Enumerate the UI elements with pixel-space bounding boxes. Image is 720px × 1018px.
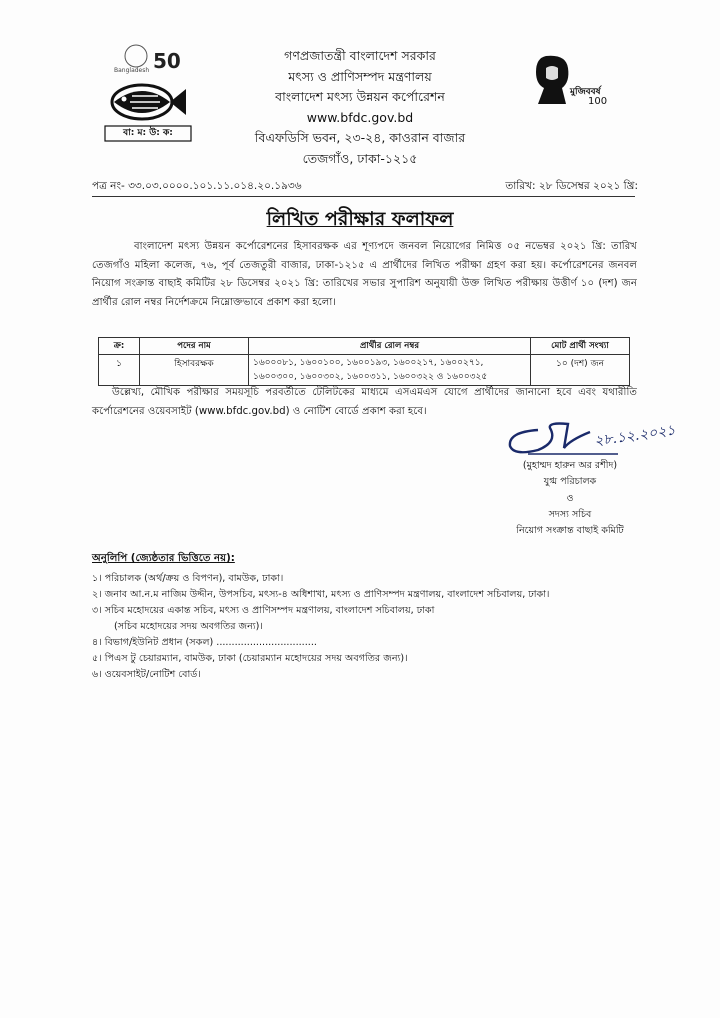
signatory-role: সদস্য সচিব [548,508,592,520]
header-line-city: তেজগাঁও, ঢাকা-১২১৫ [302,150,418,166]
signatory-committee: নিয়োগ সংক্রান্ত বাছাই কমিটি [516,525,624,537]
cell-serial: ১ [99,355,140,386]
signature-block [480,458,660,539]
bfdc-logo [100,42,195,144]
cell-total: ১০ (দশ) জন [531,355,630,386]
mujib-100-text: 100 [588,96,608,107]
list-item: ৬। ওয়েবসাইট/নোটিশ বোর্ড। [92,669,201,680]
header-line-govt: গণপ্রজাতন্ত্রী বাংলাদেশ সরকার [284,48,436,63]
list-item: ৫। পিএস টু চেয়ারম্যান, বামউক, ঢাকা (চেয়ারম্যান মহোদয়ের সদয় অবগতির জন্য)। [92,653,408,664]
cell-post: হিসাবরক্ষক [140,355,249,386]
logo-mark-text: Bangladesh [114,67,150,74]
signature-date: ২৮.১২.২০২১ [593,422,677,450]
memo-number: পত্র নং- ৩৩.০৩.০০০০.১০১.১১.০১৪.২০.১৯৩৬ [92,180,302,192]
document-title: লিখিত পরীক্ষার ফলাফল [266,208,454,230]
mujib-100-logo [528,48,608,108]
table-row [99,355,630,386]
cc-title: অনুলিপি (জ্যেষ্ঠতার ভিত্তিতে নয়): [92,553,235,564]
mujib-text: মুজিববর্ষ [570,87,601,97]
col-post: পদের নাম [140,338,249,355]
signatory-name: (মুহাম্মদ হারুন অর রশীদ) [522,460,618,471]
cell-rolls: ১৬০০০৮১, ১৬০০১০০, ১৬০০১৯৩, ১৬০০২১৭, ১৬০০২৭১, ১৬০০৩০০, ১৬০০৩০২, ১৬০০৩১১, ১৬০০৩২২ ও ১৬০০৩২৫ [249,355,531,386]
list-item: ২। জনাব আ.ন.ম নাজিম উদ্দীন, উপসচিব, মৎস্য-৪ অধিশাখা, মৎস্য ও প্রাণিসম্পদ মন্ত্রণালয়, বাংলাদেশ সচিবালয়, ঢাকা। [92,589,550,600]
header-divider [92,196,635,197]
body-paragraph: বাংলাদেশ মৎস্য উন্নয়ন কর্পোরেশনের হিসাবরক্ষক এর শূণ্যপদে জনবল নিয়োগের নিমিত্ত ০৫ নভেম্বর ২০২১ খ্রি: তারিখ তেজগাঁও মহিলা কলেজ, ৭৬, পূর্ব তেজতুরী বাজার, ঢাকা-১২১৫ এ প্রার্থীদের লিখিত পরীক্ষা গ্রহণ করা হয়। কর্পোরেশনের জনবল নিয়োগ সংক্রান্ত বাছাই কমিটির ২৮ ডিসেম্বর ২০২১ খ্রি: তারিখের সভার সুপারিশ অনুযায়ী উক্ত লিখিত পরীক্ষায় উত্তীর্ণ ১০ (দশ) জন প্রার্থীর রোল নম্বর নির্দেশক্রমে নিম্নোক্তভাবে প্রকাশ করা হলো। [92,241,637,308]
col-serial: ক্র: [99,338,140,355]
letterhead [230,46,490,169]
header-line-corporation: বাংলাদেশ মৎস্য উন্নয়ন কর্পোরেশন [275,89,445,104]
results-table [98,337,630,386]
list-item: ৩। সচিব মহোদয়ের একান্ত সচিব, মৎস্য ও প্রাণিসম্পদ মন্ত্রণালয়, বাংলাদেশ সচিবালয়, ঢাকা [92,605,435,616]
note-paragraph: উল্লেখ্য, মৌখিক পরীক্ষার সময়সূচি পরবর্তীতে টেলিটকের মাধ্যমে এসএমএস যোগে প্রার্থীদের জানানো হবে এবং যথারীতি কর্পোরেশনের ওয়েবসাইট (www.bfdc.gov.bd) ও নোটিশ বোর্ডে প্রকাশ করা হবে। [92,387,637,417]
header-line-ministry: মৎস্য ও প্রাণিসম্পদ মন্ত্রণালয় [288,68,432,84]
signatory-and: ও [566,492,574,504]
header-line-building: বিএফডিসি ভবন, ২৩-২৪, কাওরান বাজার [254,130,466,145]
anniversary-50-mark: 50 [153,49,181,73]
list-item: ৪। বিভাগ/ইউনিট প্রধান (সকল) ................................. [92,637,317,648]
col-total: মোট প্রার্থী সংখ্যা [531,338,630,355]
col-rolls: প্রার্থীর রোল নম্বর [249,338,531,355]
cc-list [92,571,652,683]
list-item: (সচিব মহোদয়ের সদয় অবগতির জন্য)। [114,621,263,632]
header-line-website: www.bfdc.gov.bd [306,109,414,125]
logo-caption: বা: ম: উ: ক: [123,128,173,138]
list-item: ১। পরিচালক (অর্থ/ক্রয় ও বিপণন), বামউক, ঢাকা। [92,573,284,584]
table-header-row [99,338,630,355]
signatory-title: যুগ্ম পরিচালক [543,476,597,488]
memo-date: তারিখ: ২৮ ডিসেম্বর ২০২১ খ্রি: [505,180,638,192]
